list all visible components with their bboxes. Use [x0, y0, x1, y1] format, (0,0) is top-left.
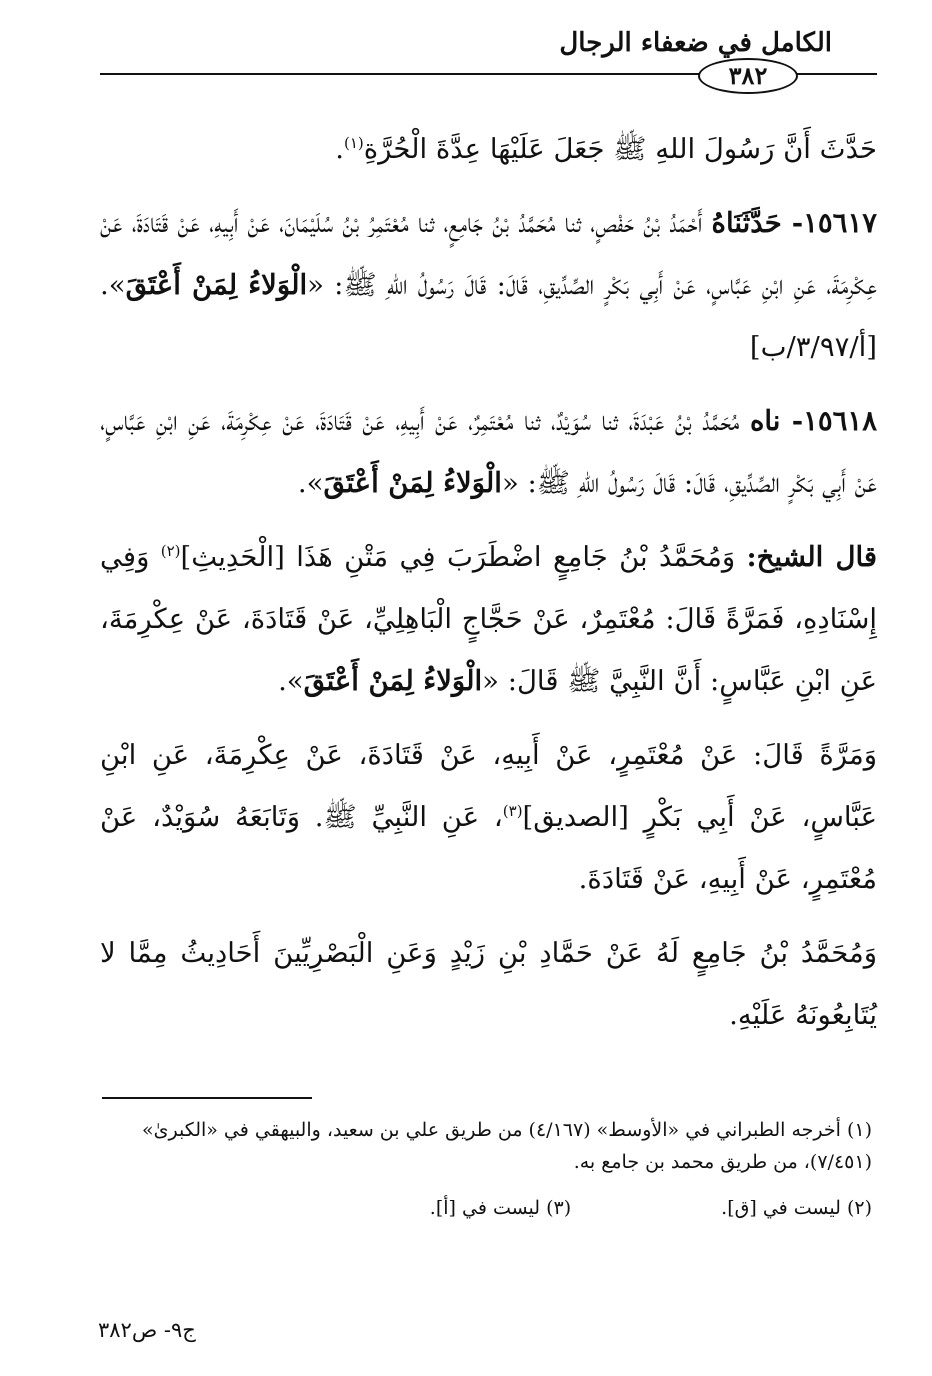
- sheikh-lead: قال الشيخ:: [746, 541, 877, 573]
- folio-reference: ج٩- ص٣٨٢: [98, 1318, 196, 1342]
- text-run: وَمُحَمَّدُ بْنُ جَامِعٍ اضْطَرَبَ فِي مَتْنِ هَذَا [الْحَدِيثِ]: [180, 541, 747, 573]
- footnote-1-line-1: (١) أخرجه الطبراني في «الأوسط» (٤/١٦٧) من طريق علي بن سعيد، والبيهقي في «الكبرىٰ»: [141, 1119, 872, 1141]
- text-run: حَدَّثَ أَنَّ رَسُولَ اللهِ ﷺ جَعَلَ عَلَيْهَا عِدَّةَ الْحُرَّةِ: [363, 133, 877, 165]
- matn-bold: الْوَلاءُ لِمَنْ أَعْتَقَ: [125, 269, 308, 301]
- footnote-ref-1: (١): [343, 133, 364, 152]
- footnote-ref-2: (٢): [160, 541, 181, 560]
- hadith-number: ١٥٦١٨- ناه: [749, 405, 877, 437]
- text-run: ».: [278, 665, 304, 697]
- page-number-oval: ٣٨٢: [698, 58, 798, 94]
- text-run: وَمُحَمَّدُ بْنُ جَامِعٍ لَهُ عَنْ حَمَّادِ بْنِ زَيْدٍ وَعَنِ الْبَصْرِيِّينَ أَحَادِيثُ مِمَّا لا يُتَابِعُونَهُ عَلَيْهِ.: [100, 937, 877, 1031]
- text-run: أَحْمَدُ بْنُ حَفْصٍ، ثنا مُحَمَّدُ بْنُ جَامِعٍ، ثنا مُعْتَمِرُ بْنُ سُلَيْمَانَ، عَنْ أَبِيهِ، عَنْ قَتَادَةَ، عَنْ عِكْرِمَةَ، عَنِ ابْنِ عَبَّاسٍ، عَنْ أَبِي بَكْرٍ الصِّدِّيقِ، قَالَ: قَالَ رَسُولُ اللهِ ﷺ: «: [100, 207, 877, 301]
- running-title: الكامل في ضعفاء الرجال: [559, 28, 832, 58]
- footnote-rule: [102, 1097, 312, 1099]
- main-text: [100, 118, 877, 1058]
- text-run: وَفِي إِسْنَادِهِ، فَمَرَّةً قَالَ: مُعْتَمِرٌ، عَنْ حَجَّاجٍ الْبَاهِلِيِّ، عَنْ قَتَادَةَ، عَنْ عِكْرِمَةَ، عَنِ ابْنِ عَبَّاسٍ: أَنَّ النَّبِيَّ ﷺ قَالَ: «: [100, 541, 878, 697]
- footnote-1-line-2: (٧/٤٥١)، من طريق محمد بن جامع به.: [573, 1151, 872, 1173]
- hadith-number: ١٥٦١٧- حَدَّثَنَاهُ: [711, 207, 877, 239]
- text-run: مُحَمَّدُ بْنُ عَبْدَةَ، ثنا سُوَيْدٌ، ثنا مُعْتَمِرٌ، عَنْ أَبِيهِ، عَنْ قَتَادَةَ، عَنْ عِكْرِمَةَ، عَنِ ابْنِ عَبَّاسٍ، عَنْ أَبِي بَكْرٍ الصِّدِّيقِ، قَالَ: قَالَ رَسُولُ اللهِ ﷺ: «: [100, 405, 877, 499]
- text-run: ». [أ/٣/٩٧/ب]: [100, 269, 877, 363]
- footnote-ref-3: (٣): [502, 801, 523, 820]
- footnote-3: (٣) ليست في [أ].: [429, 1197, 572, 1219]
- paragraph-continuation: [100, 118, 877, 180]
- footnotes: [98, 1114, 872, 1224]
- text-run: ، عَنِ النَّبِيِّ ﷺ. وَتَابَعَهُ سُوَيْدٌ، عَنْ مُعْتَمِرٍ، عَنْ أَبِيهِ، عَنْ قَتَادَةَ.: [100, 801, 877, 895]
- text-run: ».: [297, 467, 324, 499]
- paragraph-closing: [100, 922, 877, 1046]
- matn-bold: الْوَلاءُ لِمَنْ أَعْتَقَ: [323, 467, 502, 499]
- hadith-15617: [100, 192, 877, 378]
- matn-bold: الْوَلاءُ لِمَنْ أَعْتَقَ: [303, 665, 483, 697]
- footnote-row: [98, 1192, 872, 1224]
- paragraph-chain: [100, 724, 877, 910]
- sheikh-comment: [100, 526, 877, 712]
- text-run: وَمَرَّةً قَالَ: عَنْ مُعْتَمِرٍ، عَنْ أَبِيهِ، عَنْ قَتَادَةَ، عَنْ عِكْرِمَةَ، عَنِ ابْنِ عَبَّاسٍ، عَنْ أَبِي بَكْرٍ [الصديق]: [100, 739, 878, 833]
- hadith-15618: [100, 390, 877, 514]
- footnote-2: (٢) ليست في [ق].: [721, 1197, 872, 1219]
- text-run: .: [335, 133, 344, 165]
